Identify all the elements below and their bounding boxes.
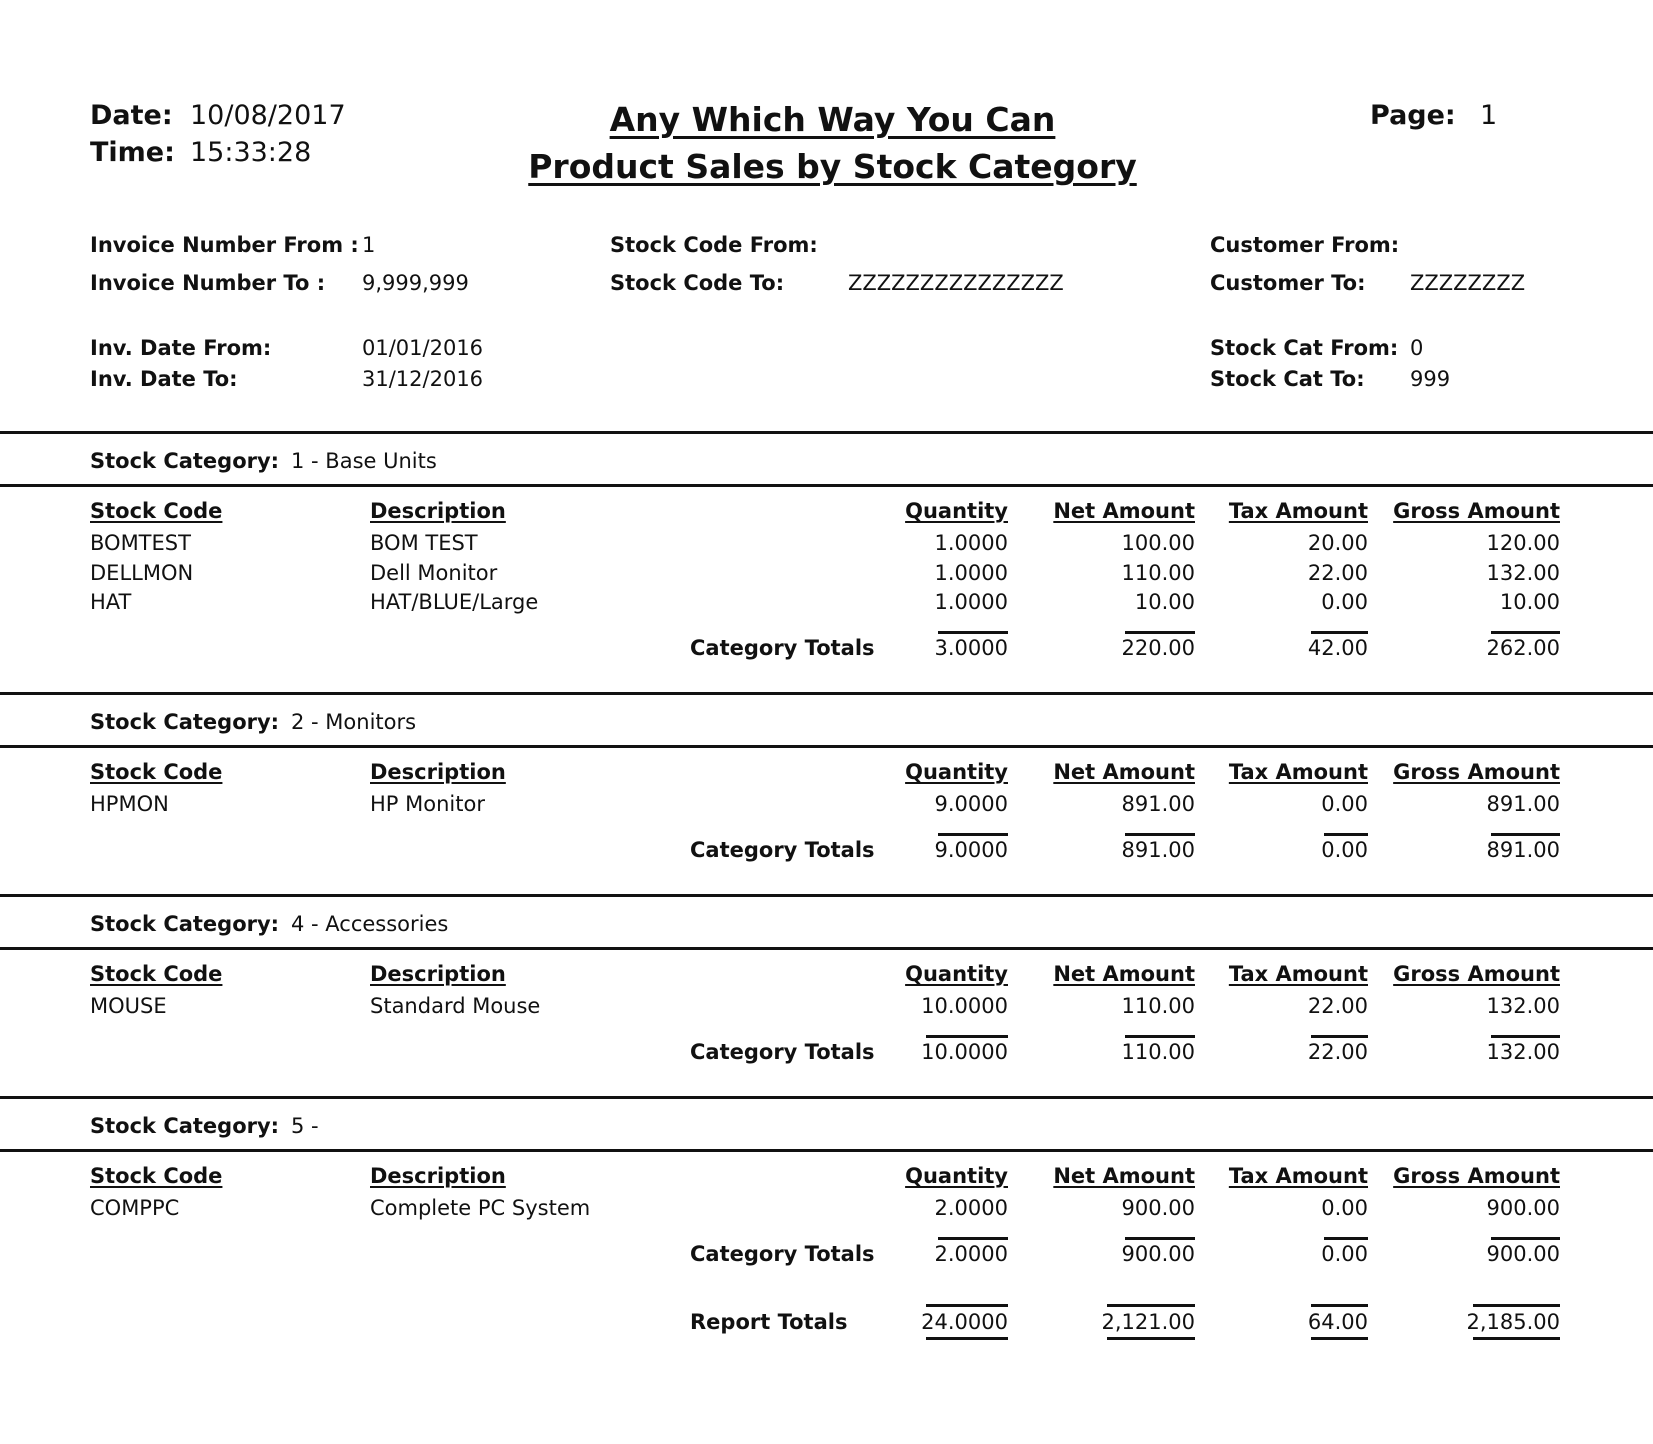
col-description: Description [370,760,506,784]
report-title: Product Sales by Stock Category [528,147,1137,186]
col-description: Description [370,499,506,523]
category-total-net: 900.00 [1121,1242,1195,1266]
row-stock-code: MOUSE [90,994,167,1018]
total-rule [1125,631,1195,634]
category-total-quantity: 2.0000 [934,1242,1008,1266]
total-rule [1324,1237,1368,1240]
page-label: Page: [1370,100,1456,131]
total-rule [938,833,1008,836]
row-description: HAT/BLUE/Large [370,590,539,614]
invoice-from-label: Invoice Number From : [90,233,359,257]
invoice-to-label: Invoice Number To : [90,271,326,295]
row-net-amount: 110.00 [1121,561,1195,585]
report-total-gross: 2,185.00 [1466,1310,1560,1334]
section-divider [0,1149,1653,1152]
row-gross-amount: 132.00 [1486,994,1560,1018]
total-rule [1125,1035,1195,1038]
col-quantity: Quantity [905,499,1008,523]
total-rule [1311,1035,1368,1038]
col-tax-amount: Tax Amount [1228,1164,1368,1188]
col-net-amount: Net Amount [1053,760,1195,784]
report-totals-label: Report Totals [690,1310,848,1334]
row-gross-amount: 891.00 [1486,792,1560,816]
row-quantity: 1.0000 [934,561,1008,585]
col-stock-code: Stock Code [90,962,223,986]
customer-from-label: Customer From: [1210,233,1400,257]
page-number: 1 [1480,100,1498,131]
col-quantity: Quantity [905,760,1008,784]
row-tax-amount: 20.00 [1307,531,1368,555]
category-total-gross: 262.00 [1486,636,1560,660]
stock-category-name: 4 - Accessories [291,912,449,936]
row-stock-code: BOMTEST [90,531,191,555]
stock-cat-to-label: Stock Cat To: [1210,367,1365,391]
row-net-amount: 100.00 [1121,531,1195,555]
row-stock-code: HAT [90,590,132,614]
stock-cat-from-label: Stock Cat From: [1210,336,1399,360]
total-rule [1324,833,1368,836]
category-total-quantity: 9.0000 [934,838,1008,862]
total-rule [1491,631,1560,634]
col-stock-code: Stock Code [90,1164,223,1188]
total-rule [1491,1035,1560,1038]
col-tax-amount: Tax Amount [1228,962,1368,986]
row-gross-amount: 132.00 [1486,561,1560,585]
row-tax-amount: 22.00 [1307,994,1368,1018]
stock-cat-from-value: 0 [1410,336,1424,360]
col-tax-amount: Tax Amount [1228,499,1368,523]
category-totals-label: Category Totals [690,1040,875,1064]
time-label: Time: [90,137,175,168]
stock-code-to-value: ZZZZZZZZZZZZZZZ [848,271,1064,295]
row-net-amount: 891.00 [1121,792,1195,816]
total-rule [1125,833,1195,836]
row-quantity: 1.0000 [934,531,1008,555]
total-rule [1491,833,1560,836]
category-total-gross: 132.00 [1486,1040,1560,1064]
col-tax-amount: Tax Amount [1228,760,1368,784]
inv-date-from-label: Inv. Date From: [90,336,272,360]
col-gross-amount: Gross Amount [1393,962,1560,986]
total-rule [1125,1237,1195,1240]
inv-date-from-value: 01/01/2016 [362,336,484,360]
col-description: Description [370,1164,506,1188]
section-divider [0,894,1653,897]
stock-category-label: Stock Category: [90,912,280,936]
customer-to-value: ZZZZZZZZ [1410,271,1526,295]
stock-category-name: 5 - [291,1114,319,1138]
category-totals-label: Category Totals [690,838,875,862]
row-tax-amount: 22.00 [1307,561,1368,585]
report-total-net: 2,121.00 [1101,1310,1195,1334]
row-net-amount: 900.00 [1121,1196,1195,1220]
col-gross-amount: Gross Amount [1393,499,1560,523]
category-total-gross: 891.00 [1486,838,1560,862]
stock-code-to-label: Stock Code To: [610,271,785,295]
stock-code-from-label: Stock Code From: [610,233,818,257]
stock-category-label: Stock Category: [90,1114,280,1138]
col-quantity: Quantity [905,962,1008,986]
row-description: Dell Monitor [370,561,498,585]
category-total-net: 891.00 [1121,838,1195,862]
col-net-amount: Net Amount [1053,499,1195,523]
section-divider [0,1096,1653,1099]
category-totals-label: Category Totals [690,636,875,660]
total-rule [938,631,1008,634]
category-total-tax: 0.00 [1321,1242,1368,1266]
date-value: 10/08/2017 [190,100,346,131]
row-quantity: 9.0000 [934,792,1008,816]
col-gross-amount: Gross Amount [1393,1164,1560,1188]
col-stock-code: Stock Code [90,760,223,784]
stock-category-label: Stock Category: [90,449,280,473]
category-total-quantity: 3.0000 [934,636,1008,660]
section-divider [0,947,1653,950]
row-net-amount: 110.00 [1121,994,1195,1018]
total-rule [1491,1237,1560,1240]
inv-date-to-value: 31/12/2016 [362,367,484,391]
total-rule [926,1035,1008,1038]
col-quantity: Quantity [905,1164,1008,1188]
invoice-from-value: 1 [362,233,376,257]
col-stock-code: Stock Code [90,499,223,523]
col-description: Description [370,962,506,986]
col-net-amount: Net Amount [1053,1164,1195,1188]
row-tax-amount: 0.00 [1321,792,1368,816]
stock-category-name: 2 - Monitors [291,710,417,734]
col-net-amount: Net Amount [1053,962,1195,986]
inv-date-to-label: Inv. Date To: [90,367,238,391]
section-divider [0,745,1653,748]
company-name: Any Which Way You Can [609,100,1056,139]
row-tax-amount: 0.00 [1321,590,1368,614]
row-quantity: 2.0000 [934,1196,1008,1220]
row-stock-code: HPMON [90,792,169,816]
invoice-to-value: 9,999,999 [362,271,469,295]
category-total-quantity: 10.0000 [921,1040,1008,1064]
row-description: Standard Mouse [370,994,541,1018]
report-total-tax: 64.00 [1307,1310,1368,1334]
row-stock-code: COMPPC [90,1196,180,1220]
category-total-tax: 0.00 [1321,838,1368,862]
total-rule [1311,631,1368,634]
section-divider [0,692,1653,695]
section-divider [0,431,1653,434]
row-gross-amount: 900.00 [1486,1196,1560,1220]
customer-to-label: Customer To: [1210,271,1366,295]
stock-category-name: 1 - Base Units [291,449,437,473]
row-stock-code: DELLMON [90,561,194,585]
section-divider [0,484,1653,487]
time-value: 15:33:28 [190,137,312,168]
report-total-quantity: 24.0000 [921,1310,1008,1334]
row-description: HP Monitor [370,792,485,816]
row-description: Complete PC System [370,1196,591,1220]
col-gross-amount: Gross Amount [1393,760,1560,784]
date-label: Date: [90,100,173,131]
row-gross-amount: 10.00 [1499,590,1560,614]
row-quantity: 10.0000 [921,994,1008,1018]
total-rule [938,1237,1008,1240]
stock-category-label: Stock Category: [90,710,280,734]
row-description: BOM TEST [370,531,478,555]
row-gross-amount: 120.00 [1486,531,1560,555]
category-total-gross: 900.00 [1486,1242,1560,1266]
category-total-net: 110.00 [1121,1040,1195,1064]
category-total-tax: 42.00 [1307,636,1368,660]
row-tax-amount: 0.00 [1321,1196,1368,1220]
row-quantity: 1.0000 [934,590,1008,614]
category-total-tax: 22.00 [1307,1040,1368,1064]
stock-cat-to-value: 999 [1410,367,1451,391]
row-net-amount: 10.00 [1134,590,1195,614]
category-totals-label: Category Totals [690,1242,875,1266]
category-total-net: 220.00 [1121,636,1195,660]
